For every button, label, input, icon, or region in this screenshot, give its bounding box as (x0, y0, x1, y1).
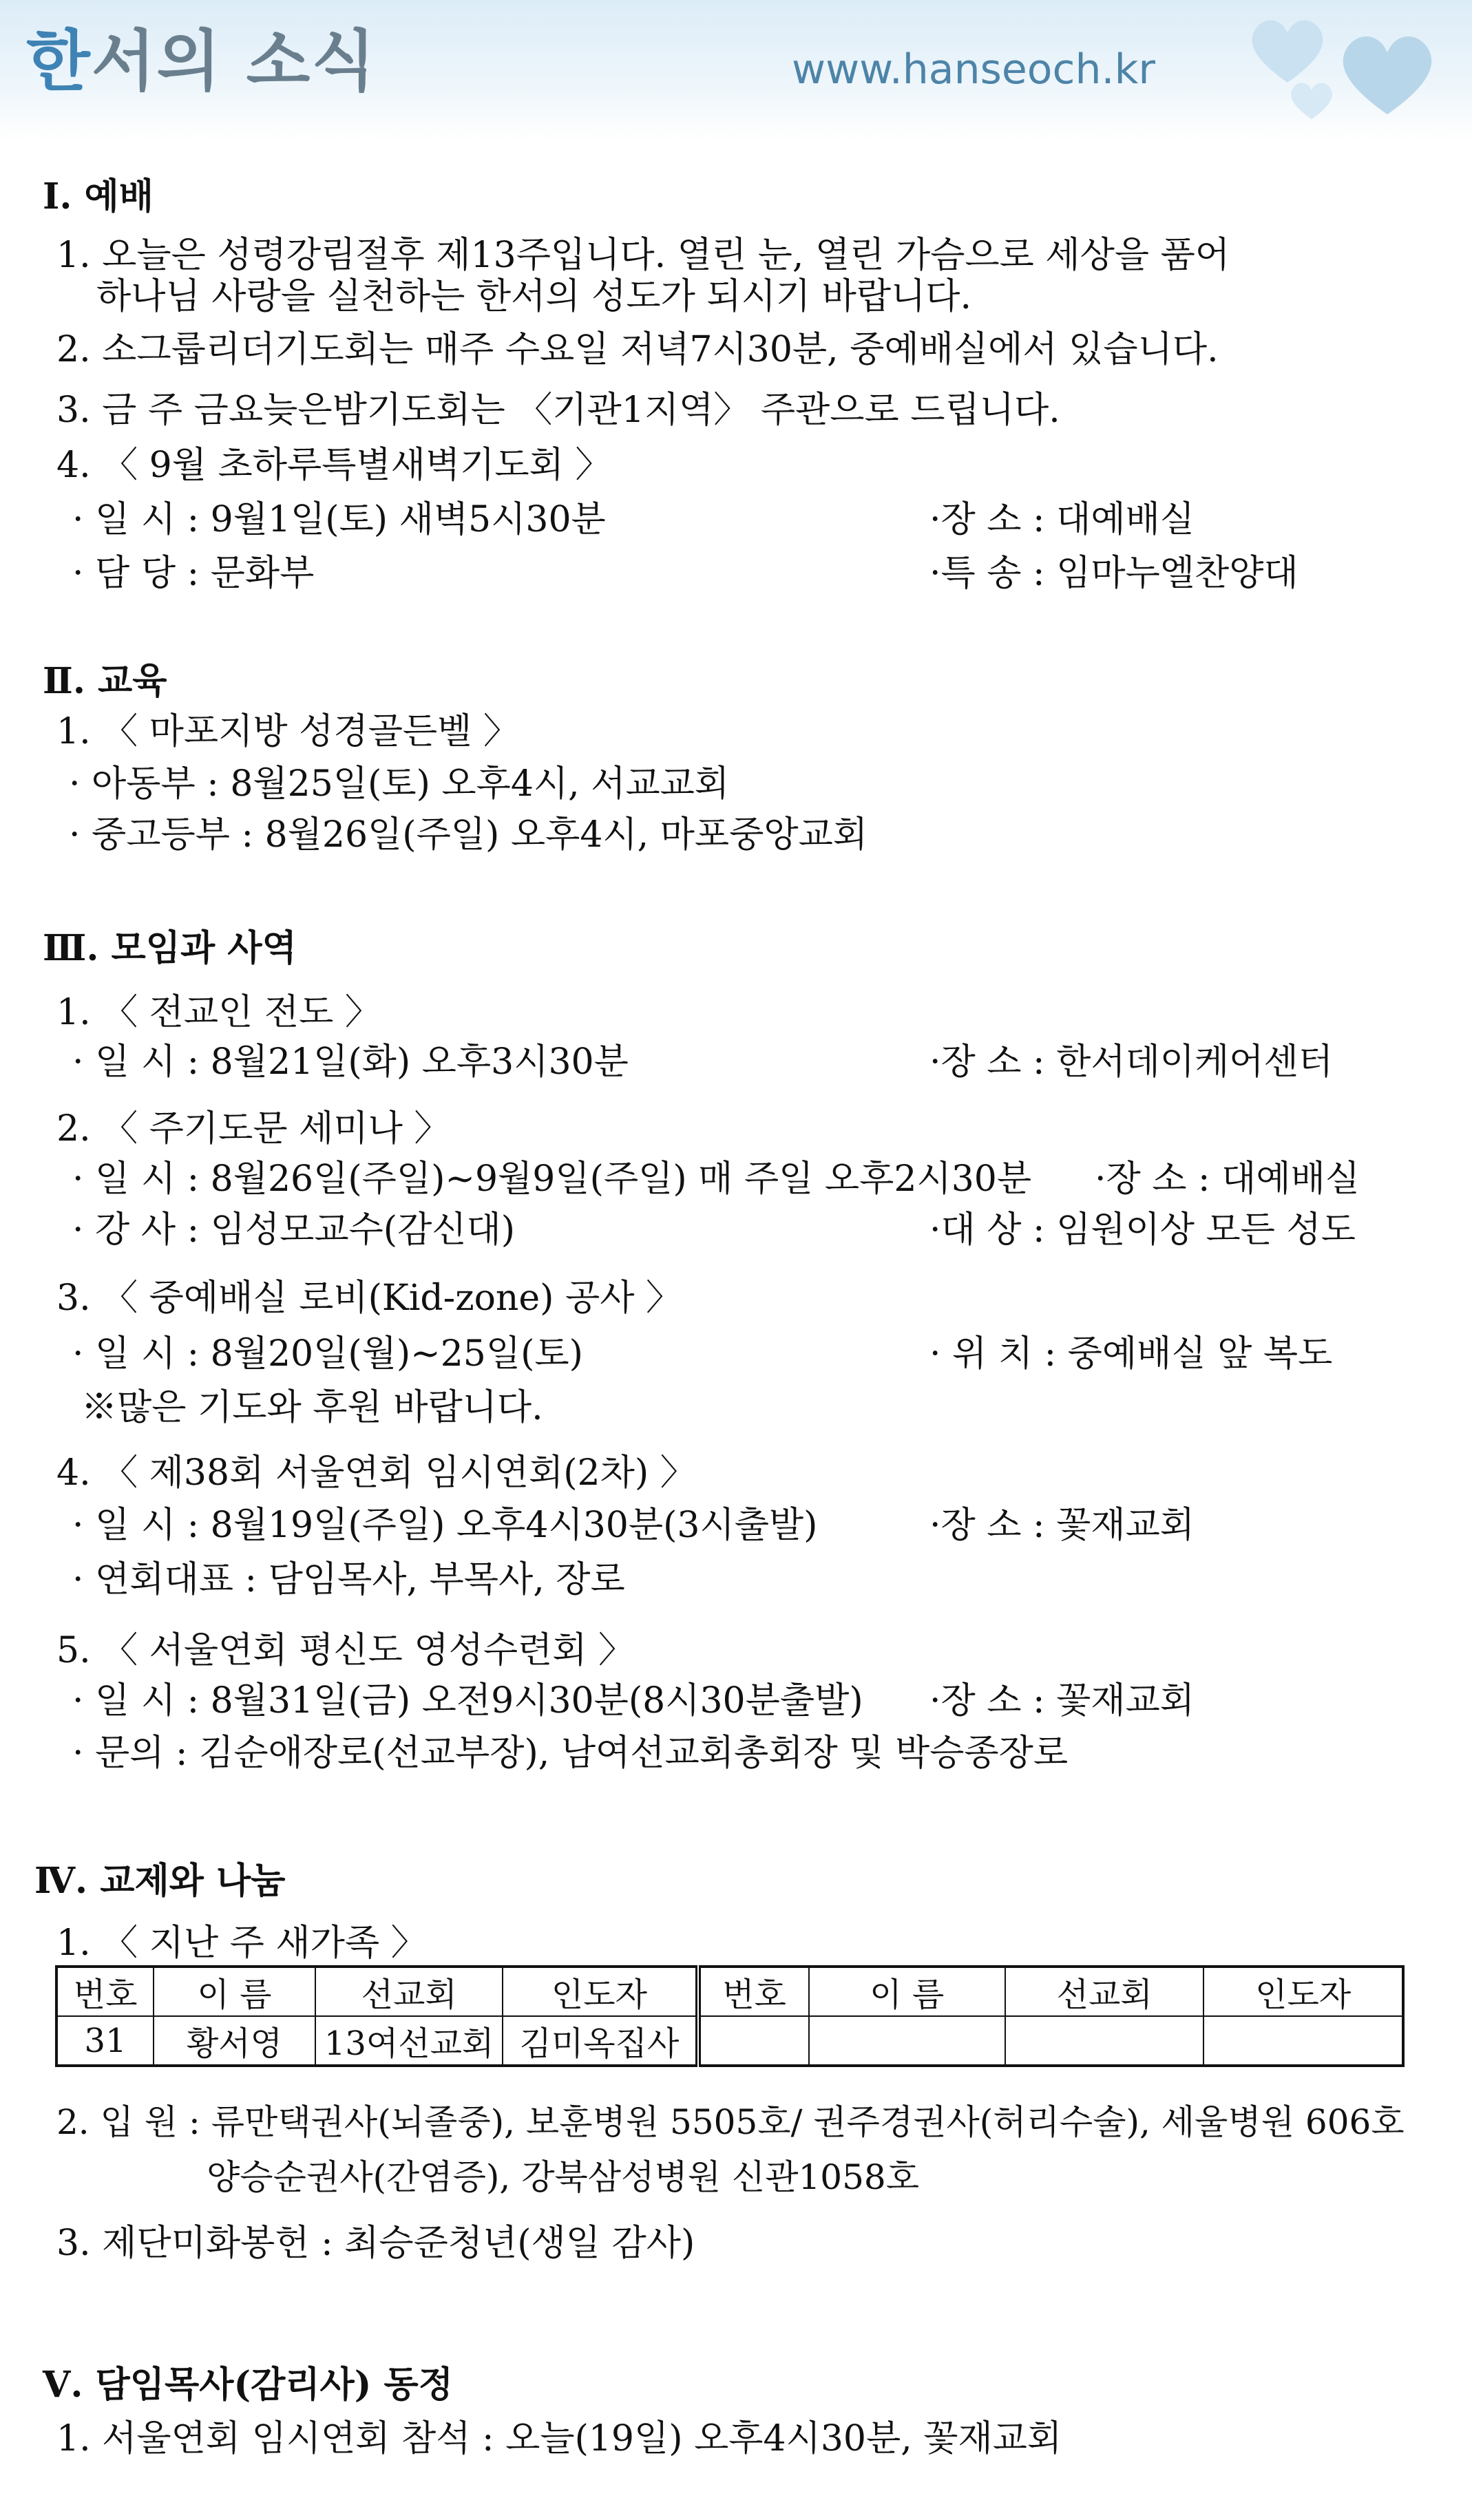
ministry-seminar-lecturer: · 강 사 : 임성모교수(감신대) (72, 1209, 516, 1251)
table-header-cell: 인도자 (503, 1967, 697, 2016)
fellowship-altar-flowers: 3. 제단미화봉헌 : 최승준청년(생일 감사) (56, 2223, 695, 2264)
ministry-retreat-place: ·장 소 : 꽃재교회 (929, 1680, 1195, 1722)
education-children: · 아동부 : 8월25일(토) 오후4시, 서교교회 (69, 763, 730, 805)
table-header-cell: 이 름 (809, 1967, 1005, 2016)
table-cell: 김미옥집사 (503, 2016, 697, 2066)
worship-dawn-charge: · 담 당 : 문화부 (72, 553, 315, 594)
heart-icon (1336, 28, 1439, 124)
ministry-seminar-time: · 일 시 : 8월26일(주일)~9월9일(주일) 매 주일 오후2시30분 (72, 1158, 1032, 1200)
table-header-cell: 번호 (56, 1967, 154, 2016)
table-header-row (56, 1967, 1403, 2016)
section-heading-pastor: Ⅴ. 담임목사(감리사) 동정 (43, 2364, 453, 2406)
ministry-retreat-time: · 일 시 : 8월31일(금) 오전9시30분(8시30분출발) (72, 1680, 863, 1722)
ministry-conference-time: · 일 시 : 8월19일(주일) 오후4시30분(3시출발) (72, 1505, 818, 1546)
ministry-item-3: 3. 〈 중예배실 로비(Kid-zone) 공사 〉 (56, 1278, 682, 1319)
ministry-seminar-place: ·장 소 : 대예배실 (1095, 1158, 1360, 1200)
table-header-cell: 번호 (698, 1967, 809, 2016)
worship-item-4: 4. 〈 9월 초하루특별새벽기도회 〉 (56, 445, 611, 486)
ministry-lobby-time: · 일 시 : 8월20일(월)~25일(토) (72, 1333, 583, 1375)
ministry-retreat-inquiry: · 문의 : 김순애장로(선교부장), 남여선교회총회장 및 박승종장로 (72, 1733, 1069, 1774)
table-cell: 황서영 (154, 2016, 315, 2066)
ministry-lobby-note: ※많은 기도와 후원 바랍니다. (81, 1387, 543, 1428)
table-cell (809, 2016, 1005, 2066)
fellowship-hospital: 2. 입 원 : 류만택권사(뇌졸중), 보훈병원 5505호/ 권주경권사(허리수술), 세울병원 606호 (56, 2102, 1405, 2142)
newsletter-title (26, 23, 377, 99)
table-cell (698, 2016, 809, 2066)
section-heading-worship: Ⅰ. 예배 (43, 176, 154, 218)
website-url: www.hanseoch.kr (792, 45, 1155, 94)
worship-item-3: 3. 금 주 금요늦은밤기도회는 〈기관1지역〉 주관으로 드립니다. (56, 390, 1060, 431)
ministry-evangelism-time: · 일 시 : 8월21일(화) 오후3시30분 (72, 1041, 629, 1083)
worship-dawn-time: · 일 시 : 9월1일(토) 새벽5시30분 (72, 499, 606, 540)
ministry-conference-delegates: · 연회대표 : 담임목사, 부목사, 장로 (72, 1559, 625, 1600)
ministry-item-5: 5. 〈 서울연회 평신도 영성수련회 〉 (56, 1630, 635, 1671)
worship-dawn-place: ·장 소 : 대예배실 (929, 499, 1195, 540)
fellowship-item-1: 1. 〈 지난 주 새가족 〉 (56, 1923, 427, 1964)
ministry-seminar-target: ·대 상 : 임원이상 모든 성도 (929, 1209, 1356, 1251)
table-cell: 13여선교회 (315, 2016, 503, 2066)
section-heading-fellowship: Ⅳ. 교제와 나눔 (34, 1860, 286, 1902)
title-rest: 서의 소식 (91, 23, 377, 100)
table-header-cell: 선교회 (315, 1967, 503, 2016)
education-item-1: 1. 〈 마포지방 성경골든벨 〉 (56, 711, 519, 752)
table-header-cell: 이 름 (154, 1967, 315, 2016)
ministry-lobby-location: · 위 치 : 중예배실 앞 복도 (929, 1333, 1333, 1375)
table-header-cell: 인도자 (1203, 1967, 1403, 2016)
worship-dawn-special: ·특 송 : 임마누엘찬양대 (929, 553, 1298, 594)
fellowship-hospital-cont: 양승순권사(간염증), 강북삼성병원 신관1058호 (207, 2157, 920, 2197)
section-heading-ministry: Ⅲ. 모임과 사역 (43, 927, 297, 969)
pastor-item-1: 1. 서울연회 임시연회 참석 : 오늘(19일) 오후4시30분, 꽃재교회 (56, 2418, 1062, 2459)
worship-item-1: 1. 오늘은 성령강림절후 제13주입니다. 열린 눈, 열린 가슴으로 세상을 품어 (56, 235, 1230, 276)
table-cell (1005, 2016, 1204, 2066)
table-row (56, 2016, 1403, 2066)
ministry-conference-place: ·장 소 : 꽃재교회 (929, 1505, 1195, 1546)
title-first-char: 한 (26, 23, 92, 100)
heart-icon (1246, 14, 1329, 89)
education-youth: · 중고등부 : 8월26일(주일) 오후4시, 마포중앙교회 (69, 814, 868, 856)
ministry-item-1: 1. 〈 전교인 전도 〉 (56, 992, 381, 1033)
table-header-cell: 선교회 (1005, 1967, 1204, 2016)
header-banner (0, 0, 1472, 141)
table-cell: 31 (56, 2016, 154, 2066)
section-heading-education: Ⅱ. 교육 (43, 660, 167, 702)
ministry-item-4: 4. 〈 제38회 서울연회 임시연회(2차) 〉 (56, 1452, 696, 1494)
ministry-evangelism-place: ·장 소 : 한서데이케어센터 (929, 1041, 1333, 1083)
worship-item-1-cont: 하나님 사랑을 실천하는 한서의 성도가 되시기 바랍니다. (96, 276, 972, 317)
new-members-table (55, 1965, 1405, 2067)
heart-icon (1287, 79, 1336, 123)
table-cell (1203, 2016, 1403, 2066)
worship-item-2: 2. 소그룹리더기도회는 매주 수요일 저녁7시30분, 중예배실에서 있습니다. (56, 329, 1219, 370)
ministry-item-2: 2. 〈 주기도문 세미나 〉 (56, 1108, 450, 1150)
